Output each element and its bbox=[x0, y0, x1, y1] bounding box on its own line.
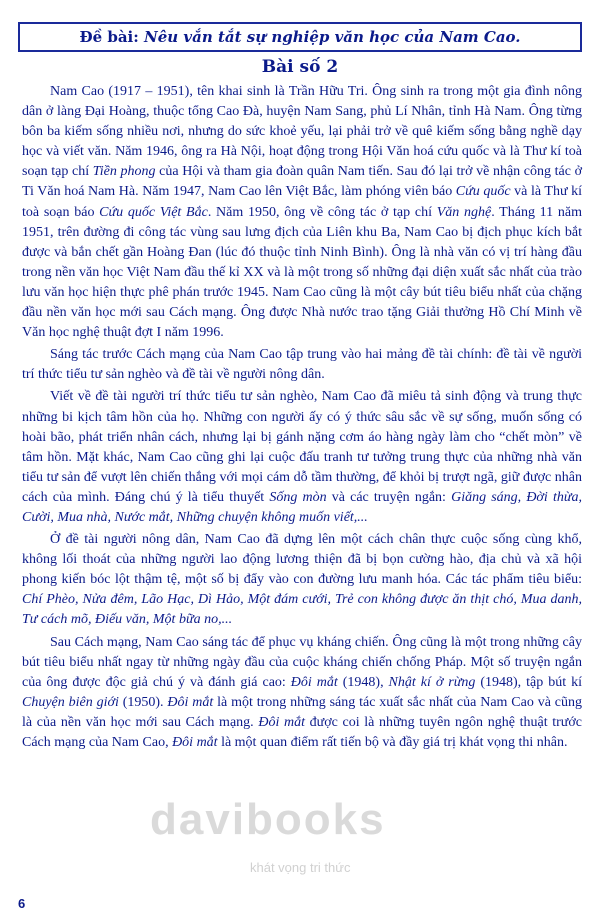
text-run: (1948), bbox=[337, 674, 389, 690]
text-run: là một trong những sáng tác xuất sắc nhất của Nam Cao và cũng là của nền văn học mới sau Cách mạng. bbox=[22, 694, 582, 730]
essay-title: Bài số 2 bbox=[261, 57, 339, 77]
text-run: của Hội và tham gia đoàn quân Nam tiến. Sau đó lại trở về nhận công tác ở Ti Văn hoá Nam Hà. Năm 1947, Nam Cao lên Việt Bắc, làm phóng viên báo bbox=[22, 164, 583, 200]
paragraph-postwar bbox=[22, 633, 582, 754]
italic-text-run: Đôi mắt bbox=[172, 735, 218, 750]
text-run: . Tháng 11 năm 1951, trên đường đi công tác vùng sau lưng địch của Liên khu Ba, Nam Cao bị địch phục kích bắt được và bắn chết gần Hoàng Đan (lúc đó thuộc tỉnh Ninh Bình). Ông là nhà văn có vị trí hàng đầu trong nền văn học Việt Nam đầu thế kỉ XX và là một trong số những đại diện xuất sắc nhất của trào lưu văn học hiện thực phê phán trước 1945. Nam Cao cũng là một cây bút tiêu biểu nhất của chặng đầu nền văn học mới sau Cách mạng. Ông được Nhà nước trao tặng Giải thưởng Hồ Chí Minh về Văn học nghệ thuật đợt I năm 1996. bbox=[22, 204, 582, 341]
text-run: được coi là những tuyên ngôn nghệ thuật trước Cách mạng của Nam Cao, bbox=[22, 714, 583, 750]
italic-text-run: Cứu quốc bbox=[455, 184, 511, 200]
italic-text-run: Đôi mắt bbox=[290, 674, 338, 690]
italic-text-run: Văn nghệ bbox=[436, 204, 492, 220]
topic-question: Nêu vắn tắt sự nghiệp văn học của Nam Cao. bbox=[144, 28, 521, 46]
watermark-brand: davibooks bbox=[150, 795, 386, 844]
text-run: (1948), tập bút kí bbox=[475, 674, 582, 690]
text-run: Sáng tác trước Cách mạng của Nam Cao tập trung vào hai mảng đề tài chính: đề tài về người trí thức tiểu tư sản nghèo và đề tài về người nông dân. bbox=[22, 347, 582, 383]
essay-body bbox=[22, 82, 582, 753]
italic-text-run: Sống mòn bbox=[269, 489, 327, 505]
text-run: (1950). bbox=[118, 694, 168, 710]
text-run: Nam Cao (1917 – 1951), tên khai sinh là Trần Hữu Tri. Ông sinh ra trong một gia đình nông dân ở làng Đại Hoàng, thuộc tổng Cao Đà, huyện Nam Sang, phủ Lí Nhân, tỉnh Hà Nam. Ông từng bôn ba kiếm sống nhiều nơi, nhưng do sức khoẻ yếu, lại phải trở về quê kiếm sống bằng nghề dạy học và viết văn. Năm 1946, ông ra Hà Nội, hoạt động trong Hội Văn hoá cứu quốc và là Thư kí toà soạn tạp chí bbox=[22, 84, 582, 180]
watermark-logo bbox=[150, 795, 510, 845]
paragraph-prewar-themes bbox=[22, 345, 582, 385]
text-run: và các truyện ngắn: bbox=[326, 489, 452, 505]
text-run: Viết về đề tài người trí thức tiểu tư sản nghèo, Nam Cao đã miêu tả sinh động và trung thực những bi kịch tâm hồn của họ. Những con người ấy có ý thức sâu sắc về sự sống, muốn sống có hoài bão, phát triển nhân cách, nhưng lại bị gánh nặng cơm áo hàng ngày làm cho “chết mòn” về tâm hồn. Mặt khác, Nam Cao cũng ghi lại cuộc đấu tranh tư tưởng trung thực của những nhà văn tiểu tư sản để vượt lên chiến thắng với mọi cám dỗ tầm thường, để khỏi bị trượt ngã, giữ được nhân cách của mình. Đáng chú ý là tiểu thuyết bbox=[22, 389, 582, 505]
page-number: 6 bbox=[18, 896, 26, 911]
watermark-tagline: khát vọng tri thức bbox=[250, 860, 351, 875]
italic-text-run: Đôi mắt bbox=[167, 694, 214, 710]
text-run: là một quan điểm rất tiến bộ và đầy giá trị khát vọng thi nhân. bbox=[217, 735, 568, 750]
text-run: . Năm 1950, ông về công tác ở tạp chí bbox=[207, 204, 437, 220]
text-run: và là Thư kí toà soạn báo bbox=[22, 184, 583, 220]
italic-text-run: Cứu quốc Việt Bắc bbox=[99, 204, 208, 220]
paragraph-biography bbox=[22, 82, 582, 343]
italic-text-run: Đôi mắt bbox=[258, 714, 305, 730]
italic-text-run: Chuyện biên giới bbox=[22, 694, 119, 710]
paragraph-peasants bbox=[22, 530, 582, 630]
topic-box bbox=[18, 22, 582, 52]
text-run: Sau Cách mạng, Nam Cao sáng tác để phục vụ kháng chiến. Ông cũng là một trong những cây bút tiêu biểu nhất ngay từ những ngày đầu của cuộc kháng chiến chống Pháp. Một số truyện ngắn của ông được độc giả chú ý và đánh giá cao: bbox=[22, 634, 582, 690]
paragraph-intellectuals bbox=[22, 387, 582, 528]
text-run: Ở đề tài người nông dân, Nam Cao đã dựng lên một cách chân thực cuộc sống cùng khổ, không lối thoát của những người lao động lương thiện đã bị bọn cường hào, địa chủ và xã hội phong kiến bóc lột thậm tệ, một số bị đẩy vào con đường lưu manh hóa. Các tác phẩm tiêu biểu: bbox=[22, 532, 582, 588]
italic-text-run: Nhật kí ở rừng bbox=[388, 674, 476, 690]
italic-text-run: Tiền phong bbox=[92, 164, 156, 180]
italic-text-run: Giăng sáng, Đời thừa, Cười, Mua nhà, Nước mắt, Những chuyện không muốn viết,... bbox=[22, 489, 582, 525]
italic-text-run: Chí Phèo, Nửa đêm, Lão Hạc, Dì Hảo, Một đám cưới, Trẻ con không được ăn thịt chó, Mua danh, Tư cách mõ, Điếu văn, Một bữa no,... bbox=[22, 592, 582, 628]
topic-label: Đề bài: bbox=[79, 28, 144, 46]
